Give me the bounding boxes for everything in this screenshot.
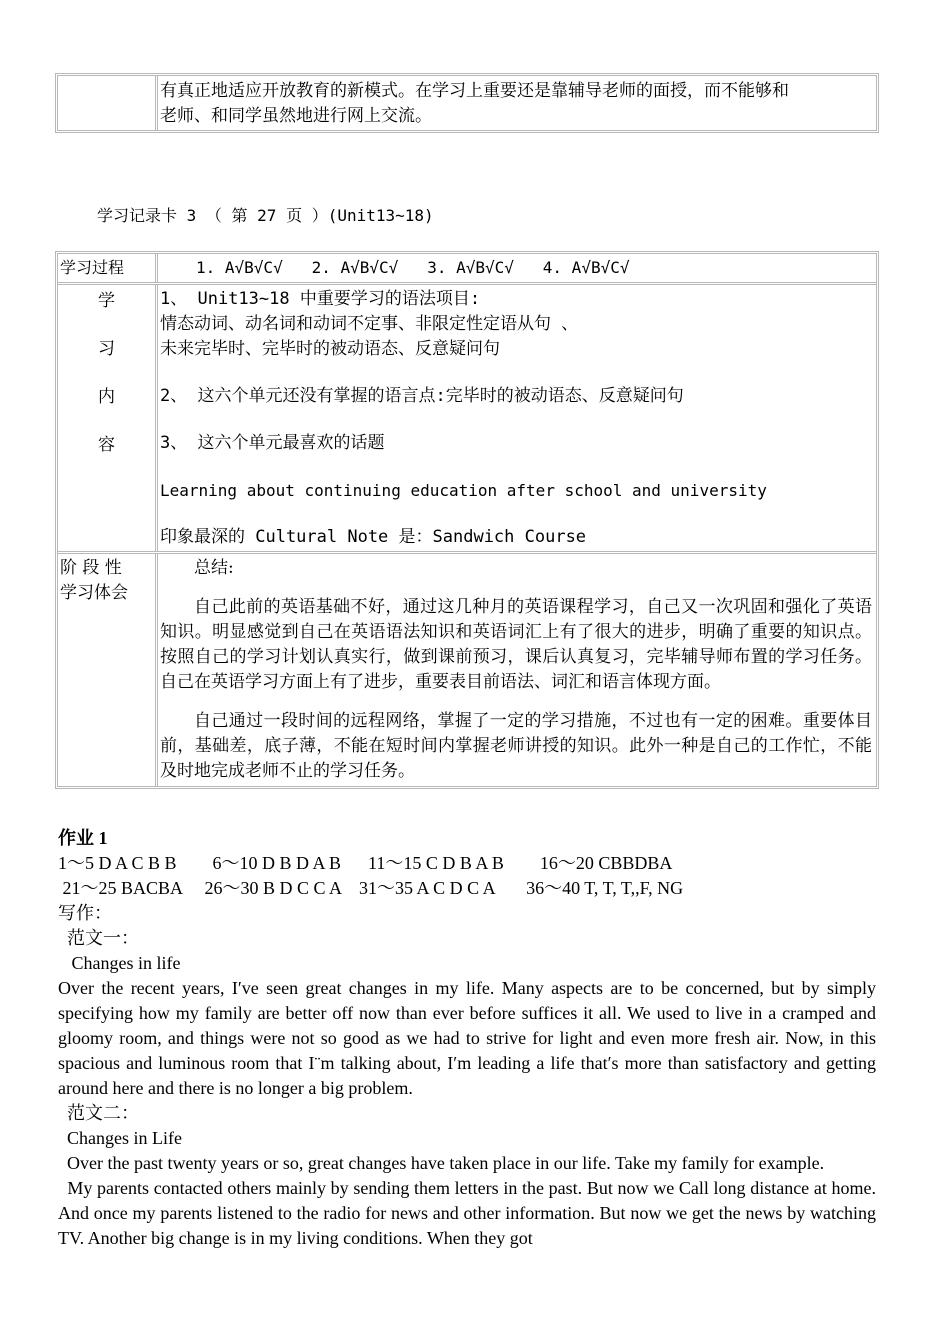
writing-label: 写作： bbox=[58, 903, 112, 923]
answers-line-1: 1～5 D A C B B 6～10 D B D A B 11～15 C D B A B 16～20 CBBDBA bbox=[58, 853, 673, 873]
process-row bbox=[58, 254, 876, 282]
content-label-char: 容 bbox=[98, 435, 115, 455]
summary-row bbox=[58, 551, 876, 786]
content-line: 1、 Unit13~18 中重要学习的语法项目: bbox=[160, 289, 481, 309]
content-line: 未来完毕时、完毕时的被动语态、反意疑问句 bbox=[160, 339, 500, 359]
content-label bbox=[58, 285, 158, 551]
notes-text-cell bbox=[158, 76, 876, 130]
content-line: 印象最深的 Cultural Note 是：Sandwich Course bbox=[160, 527, 587, 547]
record-card-title: 学习记录卡 3 （ 第 27 页 ）(Unit13~18) bbox=[97, 206, 434, 225]
sample-2-label: 范文二： bbox=[58, 1103, 139, 1123]
sample-1-label: 范文一： bbox=[58, 928, 139, 948]
summary-label bbox=[58, 554, 158, 786]
notes-line-1: 有真正地适应开放教育的新模式。在学习上重要还是靠辅导老师的面授，而不能够和 bbox=[160, 81, 789, 101]
sample-1-title: Changes in life bbox=[58, 953, 181, 973]
content-label-char: 学 bbox=[98, 291, 115, 311]
content-line: Learning about continuing education after school and university bbox=[160, 481, 767, 500]
summary-label-line: 学习体会 bbox=[60, 583, 128, 603]
empty-label-cell bbox=[58, 76, 158, 130]
sample-2-title: Changes in Life bbox=[58, 1128, 182, 1148]
summary-label-line: 阶 段 性 bbox=[60, 558, 122, 578]
sample-2-paragraph-1: Over the past twenty years or so, great changes have taken place in our life. Take my family for example. bbox=[58, 1153, 825, 1173]
summary-paragraph-1: 自己此前的英语基础不好，通过这几种月的英语课程学习，自己又一次巩固和强化了英语知识。明显感觉到自己在英语语法知识和英语词汇上有了很大的进步，明确了重要的知识点。按照自己的学习计划认真实行，做到课前预习，课后认真复习，完毕辅导师布置的学习任务。自己在英语学习方面上有了进步，重要表目前语法、词汇和语言体现方面。 bbox=[160, 597, 872, 692]
content-line: 情态动词、动名词和动词不定事、非限定性定语从句 、 bbox=[160, 314, 579, 334]
content-row bbox=[58, 282, 876, 551]
summary-text bbox=[158, 554, 876, 786]
process-label: 学习过程 bbox=[58, 254, 158, 282]
content-line: 3、 这六个单元最喜欢的话题 bbox=[160, 433, 385, 453]
summary-paragraph-2: 自己通过一段时间的远程网络，掌握了一定的学习措施，不过也有一定的困难。重要体目前，基础差，底子薄，不能在短时间内掌握老师讲授的知识。此外一种是自己的工作忙，不能及时地完成老师不止的学习任务。 bbox=[160, 711, 872, 781]
notes-row bbox=[58, 76, 876, 130]
process-value: 1. A√B√C√ 2. A√B√C√ 3. A√B√C√ 4. A√B√C√ bbox=[196, 258, 630, 277]
sample-2-paragraph-2: My parents contacted others mainly by sending them letters in the past. But now we Call long distance at home. And once my parents listened to the radio for news and other information. But now we get the news by watching TV. Another big change is in my living conditions. When they got bbox=[58, 1178, 881, 1248]
notes-table-continued bbox=[55, 73, 879, 133]
study-record-table bbox=[55, 251, 879, 789]
content-text bbox=[158, 285, 876, 551]
content-line: 2、 这六个单元还没有掌握的语言点:完毕时的被动语态、反意疑问句 bbox=[160, 386, 684, 406]
sample-1-body: Over the recent years, I′ve seen great changes in my life. Many aspects are to be concerned, but by simply specifying how my family are better off now than ever before suffices it all. We used to live in a cramped and gloomy room, and things were not so good as we had to strive for light and even more fresh air. Now, in this spacious and luminous room that I¨m talking about, I′m leading a life that′s more than satisfactory and getting around here and there is no longer a big problem. bbox=[58, 978, 876, 1098]
summary-heading: 总结: bbox=[194, 558, 234, 578]
notes-line-2: 老师、和同学虽然地进行网上交流。 bbox=[160, 106, 432, 126]
content-label-char: 内 bbox=[98, 387, 115, 407]
homework-title: 作业 1 bbox=[58, 828, 108, 848]
content-label-char: 习 bbox=[98, 339, 115, 359]
answers-line-2: 21～25 BACBA 26～30 B D C C A 31～35 A C D C A 36～40 T, T, T,,F, NG bbox=[58, 878, 684, 898]
homework-section bbox=[58, 826, 881, 1251]
